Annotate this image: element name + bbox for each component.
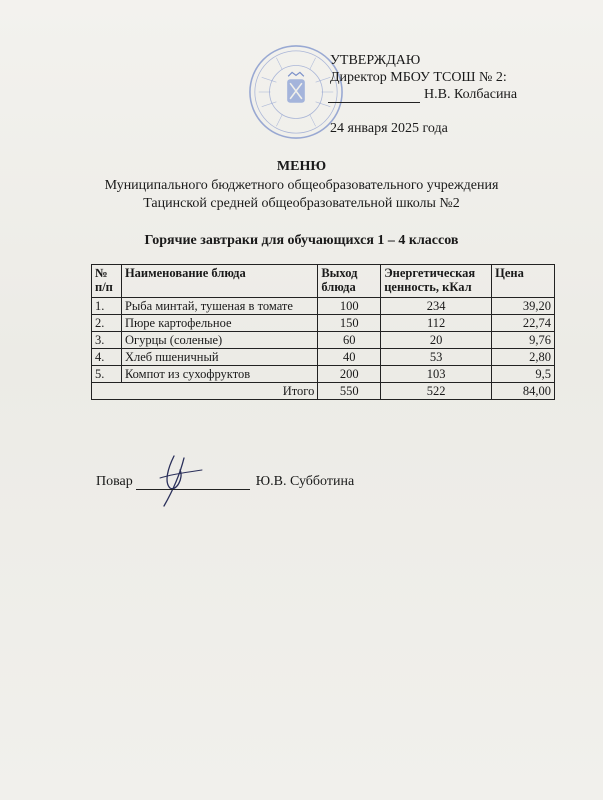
row-dish-name: Компот из сухофруктов xyxy=(121,366,317,383)
table-row xyxy=(92,332,555,349)
header-energy: Энергетическая ценность, кКал xyxy=(381,265,492,298)
approval-position: Директор МБОУ ТСОШ № 2: xyxy=(330,70,507,85)
header-index: № п/п xyxy=(92,265,122,298)
row-energy: 20 xyxy=(381,332,492,349)
row-dish-name: Пюре картофельное xyxy=(121,315,317,332)
row-energy: 112 xyxy=(381,315,492,332)
organization-line-1: Муниципального бюджетного общеобразовательного учреждения xyxy=(104,178,499,193)
approval-date: 24 января 2025 года xyxy=(330,121,448,136)
document-title: МЕНЮ xyxy=(276,159,327,174)
table-row xyxy=(92,315,555,332)
row-index: 4. xyxy=(92,349,122,366)
header-price: Цена xyxy=(492,265,555,298)
cook-signature-block xyxy=(96,474,354,490)
row-dish-name: Огурцы (соленые) xyxy=(121,332,317,349)
row-price: 39,20 xyxy=(492,298,555,315)
row-index: 3. xyxy=(92,332,122,349)
row-energy: 234 xyxy=(381,298,492,315)
total-yield: 550 xyxy=(318,383,381,400)
menu-subtitle: Горячие завтраки для обучающихся 1 – 4 классов xyxy=(144,233,459,248)
row-price: 9,76 xyxy=(492,332,555,349)
row-price: 22,74 xyxy=(492,315,555,332)
total-price: 84,00 xyxy=(492,383,555,400)
row-energy: 103 xyxy=(381,366,492,383)
cook-signature-line xyxy=(136,475,250,490)
row-yield: 60 xyxy=(318,332,381,349)
approval-name: Н.В. Колбасина xyxy=(424,87,518,102)
row-dish-name: Хлеб пшеничный xyxy=(121,349,317,366)
row-yield: 100 xyxy=(318,298,381,315)
table-row xyxy=(92,349,555,366)
approval-signature-row xyxy=(328,86,517,103)
header-dish-name: Наименование блюда xyxy=(121,265,317,298)
table-row xyxy=(92,366,555,383)
total-energy: 522 xyxy=(381,383,492,400)
row-energy: 53 xyxy=(381,349,492,366)
total-label: Итого xyxy=(92,383,318,400)
row-yield: 150 xyxy=(318,315,381,332)
cook-label: Повар xyxy=(96,474,133,489)
row-index: 2. xyxy=(92,315,122,332)
organization-line-2: Тацинской средней общеобразовательной школы №2 xyxy=(143,196,460,211)
approval-heading: УТВЕРЖДАЮ xyxy=(330,53,421,68)
cook-name: Ю.В. Субботина xyxy=(255,474,355,489)
row-index: 1. xyxy=(92,298,122,315)
header-yield: Выход блюда xyxy=(318,265,381,298)
row-yield: 200 xyxy=(318,366,381,383)
approval-block xyxy=(330,52,517,137)
row-dish-name: Рыба минтай, тушеная в томате xyxy=(121,298,317,315)
table-row xyxy=(92,298,555,315)
menu-table xyxy=(91,264,555,400)
row-price: 2,80 xyxy=(492,349,555,366)
table-header-row xyxy=(92,265,555,298)
table-total-row xyxy=(92,383,555,400)
signature-line xyxy=(328,88,420,103)
row-index: 5. xyxy=(92,366,122,383)
row-price: 9,5 xyxy=(492,366,555,383)
row-yield: 40 xyxy=(318,349,381,366)
